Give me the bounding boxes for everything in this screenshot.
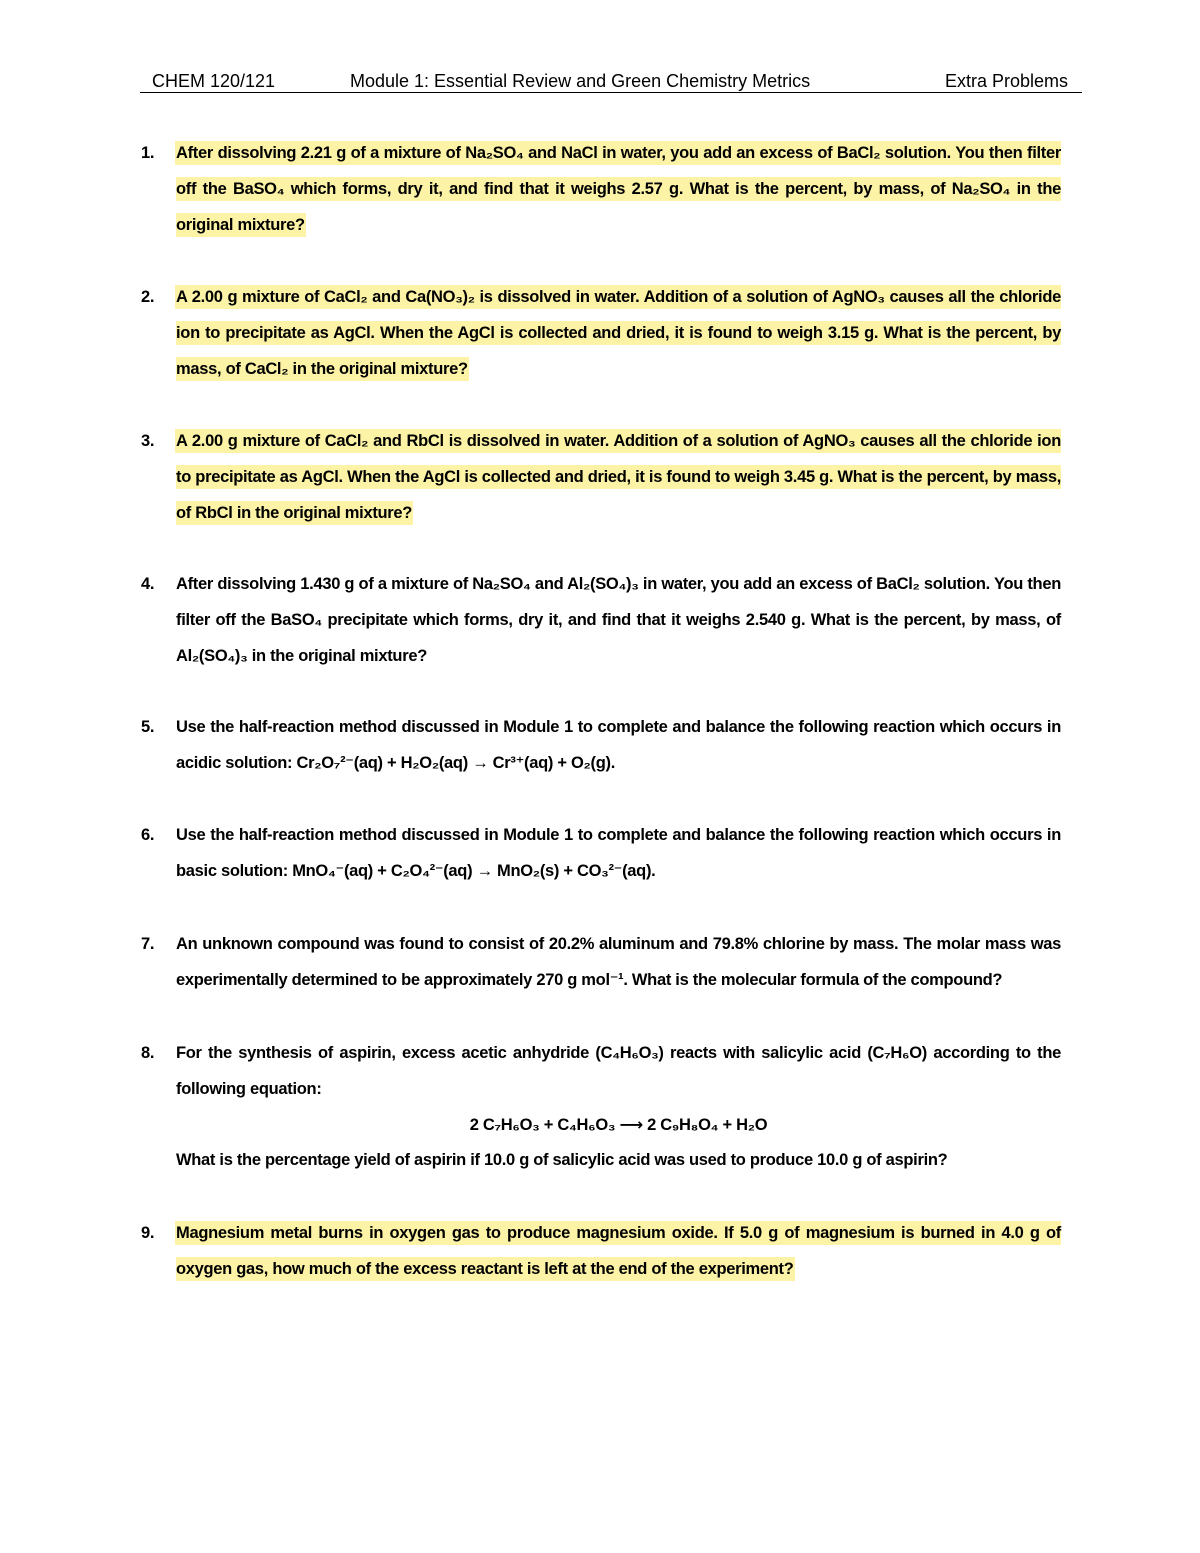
problem-text: An unknown compound was found to consist of 20.2% aluminum and 79.8% chlorine by mass. The molar mass was experimentally determined to be approximately 270 g mol⁻¹. What is the molecular formula of the compound? xyxy=(176,935,1061,989)
problem-1 xyxy=(141,136,1061,243)
problem-4 xyxy=(141,567,1061,674)
problem-text: Use the half-reaction method discussed in Module 1 to complete and balance the following reaction which occurs in basic solution: MnO₄⁻(aq) + C₂O₄²⁻(aq) → MnO₂(s) + CO₃²⁻(aq). xyxy=(176,826,1061,880)
problem-number: 3. xyxy=(141,432,155,450)
course-code: CHEM 120/121 xyxy=(152,71,276,91)
page-header xyxy=(140,70,1082,93)
problem-8 xyxy=(141,1036,1061,1179)
problem-text: A 2.00 g mixture of CaCl₂ and Ca(NO₃)₂ is dissolved in water. Addition of a solution of AgNO₃ causes all the chloride ion to precipitate as AgCl. When the AgCl is collected and dried, it is found to weigh 3.15 g. What is the percent, by mass, of CaCl₂ in the original mixture? xyxy=(176,288,1061,378)
problem-text: For the synthesis of aspirin, excess acetic anhydride (C₄H₆O₃) reacts with salicylic acid (C₇H₆O) according to the following equation: xyxy=(176,1044,1061,1098)
problem-text: Magnesium metal burns in oxygen gas to produce magnesium oxide. If 5.0 g of magnesium is burned in 4.0 g of oxygen gas, how much of the excess reactant is left at the end of the experiment? xyxy=(176,1224,1061,1278)
problem-7 xyxy=(141,927,1061,999)
problem-text: A 2.00 g mixture of CaCl₂ and RbCl is dissolved in water. Addition of a solution of AgNO₃ causes all the chloride ion to precipitate as AgCl. When the AgCl is collected and dried, it is found to weigh 3.45 g. What is the percent, by mass, of RbCl in the original mixture? xyxy=(176,432,1061,522)
problem-9 xyxy=(141,1216,1061,1288)
module-title: Module 1: Essential Review and Green Chemistry Metrics xyxy=(350,71,811,91)
problem-text: After dissolving 1.430 g of a mixture of Na₂SO₄ and Al₂(SO₄)₃ in water, you add an excess of BaCl₂ solution. You then filter off the BaSO₄ precipitate which forms, dry it, and find that it weighs 2.540 g. What is the percent, by mass, of Al₂(SO₄)₃ in the original mixture? xyxy=(176,575,1061,665)
problem-number: 6. xyxy=(141,826,155,844)
problem-number: 8. xyxy=(141,1044,155,1062)
problem-3 xyxy=(141,424,1061,531)
problem-number: 7. xyxy=(141,935,155,953)
problem-question: What is the percentage yield of aspirin if 10.0 g of salicylic acid was used to produce 10.0 g of aspirin? xyxy=(176,1151,948,1170)
problem-number: 9. xyxy=(141,1224,155,1242)
reaction-equation: 2 C₇H₆O₃ + C₄H₆O₃ ⟶ 2 C₉H₈O₄ + H₂O xyxy=(469,1115,768,1134)
document-label: Extra Problems xyxy=(944,71,1068,91)
problem-text: Use the half-reaction method discussed in Module 1 to complete and balance the following reaction which occurs in acidic solution: Cr₂O₇²⁻(aq) + H₂O₂(aq) → Cr³⁺(aq) + O₂(g). xyxy=(176,718,1061,772)
problem-2 xyxy=(141,280,1061,387)
problem-5 xyxy=(141,710,1061,782)
problem-number: 5. xyxy=(141,718,155,736)
problem-text: After dissolving 2.21 g of a mixture of Na₂SO₄ and NaCl in water, you add an excess of BaCl₂ solution. You then filter off the BaSO₄ which forms, dry it, and find that it weighs 2.57 g. What is the percent, by mass, of Na₂SO₄ in the original mixture? xyxy=(176,144,1061,234)
problem-number: 2. xyxy=(141,288,155,306)
problem-number: 1. xyxy=(141,144,155,162)
problem-6 xyxy=(141,818,1061,890)
problem-number: 4. xyxy=(141,575,155,593)
